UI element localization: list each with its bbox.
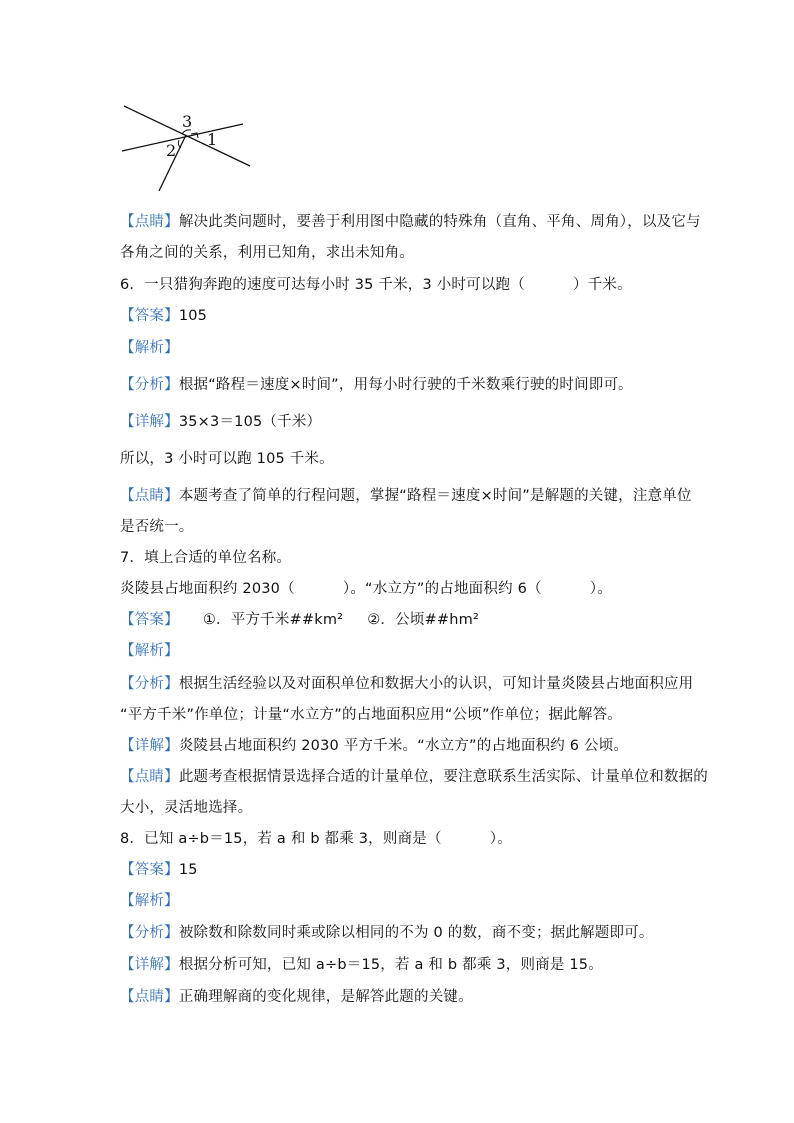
question-8: 8．已知 a÷b＝15，若 a 和 b 都乘 3，则商是（ ）。 (120, 831, 512, 847)
xiangjie-tag: 【详解】 (120, 957, 179, 973)
angle-label-2: 2 (166, 141, 177, 160)
q6-jiexi-tag: 【解析】 (120, 340, 179, 356)
xiangjie-tag: 【详解】 (120, 738, 179, 754)
q8-fenxi (120, 923, 654, 943)
q6-answer (120, 306, 207, 326)
answer-tag: 【答案】 (120, 308, 179, 324)
dianjing-tag: 【点睛】 (120, 989, 179, 1005)
question-6: 6．一只猎狗奔跑的速度可达每小时 35 千米，3 小时可以跑（ ）千米。 (120, 277, 632, 293)
xiangjie-tag: 【详解】 (120, 414, 179, 430)
dianjing-tag: 【点睛】 (120, 769, 179, 785)
q7-fenxi-line-1 (120, 674, 693, 694)
q7-answer (120, 610, 479, 630)
dianjing-text: 正确理解商的变化规律，是解答此题的关键。 (178, 989, 473, 1005)
fenxi-tag: 【分析】 (120, 925, 179, 941)
q6-dianjing-line-1 (120, 486, 692, 506)
fenxi-tag: 【分析】 (120, 676, 179, 692)
dianjing-text: 此题考查根据情景选择合适的计量单位，要注意联系生活实际、计量单位和数据的 (178, 769, 709, 785)
q7-xiangjie (120, 736, 628, 756)
q8-xiangjie (120, 955, 603, 975)
dianjing-tag: 【点睛】 (120, 214, 179, 230)
question-7-blanks: 炎陵县占地面积约 2030（ ）。“水立方”的占地面积约 6（ ）。 (120, 581, 612, 597)
intersecting-lines-diagram (112, 100, 262, 196)
dianjing-text: 本题考查了简单的行程问题，掌握“路程＝速度×时间”是解题的关键，注意单位 (178, 488, 692, 504)
xiangjie-text: 根据分析可知，已知 a÷b＝15，若 a 和 b 都乘 3，则商是 15。 (178, 957, 603, 973)
fenxi-text: 被除数和除数同时乘或除以相同的不为 0 的数，商不变；据此解题即可。 (178, 925, 654, 941)
q6-conclusion: 所以，3 小时可以跑 105 千米。 (120, 451, 334, 467)
answer-text: ①．平方千米##km² ②．公顷##hm² (178, 612, 479, 628)
q7-dianjing-line-2: 大小，灵活地选择。 (120, 800, 253, 816)
dianjing-tag: 【点睛】 (120, 488, 179, 504)
question-7: 7．填上合适的单位名称。 (120, 550, 292, 566)
q7-jiexi-tag: 【解析】 (120, 643, 179, 659)
answer-tag: 【答案】 (120, 862, 179, 878)
q6-xiangjie (120, 412, 321, 432)
answer-text: 15 (178, 862, 198, 878)
dianjing-5-line-2: 各角之间的关系，利用已知角，求出未知角。 (120, 245, 414, 261)
q7-fenxi-line-2: “平方千米”作单位；计量“水立方”的占地面积应用“公顷”作单位；据此解答。 (120, 707, 622, 723)
q8-answer (120, 860, 198, 880)
angle-figure (112, 100, 262, 196)
fenxi-tag: 【分析】 (120, 377, 179, 393)
xiangjie-text: 炎陵县占地面积约 2030 平方千米。“水立方”的占地面积约 6 公顷。 (178, 738, 629, 754)
angle-label-3: 3 (182, 112, 193, 131)
angle-label-1: 1 (207, 130, 218, 149)
q6-fenxi (120, 375, 633, 395)
q8-jiexi-tag: 【解析】 (120, 893, 179, 909)
q6-dianjing-line-2: 是否统一。 (120, 519, 194, 535)
q8-dianjing (120, 987, 473, 1007)
q7-dianjing-line-1 (120, 767, 708, 787)
dianjing-text: 解决此类问题时，要善于利用图中隐藏的特殊角（直角、平角、周角），以及它与 (178, 214, 701, 230)
fenxi-text: 根据“路程＝速度×时间”，用每小时行驶的千米数乘行驶的时间即可。 (178, 377, 633, 393)
answer-tag: 【答案】 (120, 612, 179, 628)
dianjing-5-line-1 (120, 212, 701, 232)
xiangjie-text: 35×3＝105（千米） (178, 414, 322, 430)
answer-text: 105 (178, 308, 208, 324)
fenxi-text: 根据生活经验以及对面积单位和数据大小的认识，可知计量炎陵县占地面积应用 (178, 676, 694, 692)
